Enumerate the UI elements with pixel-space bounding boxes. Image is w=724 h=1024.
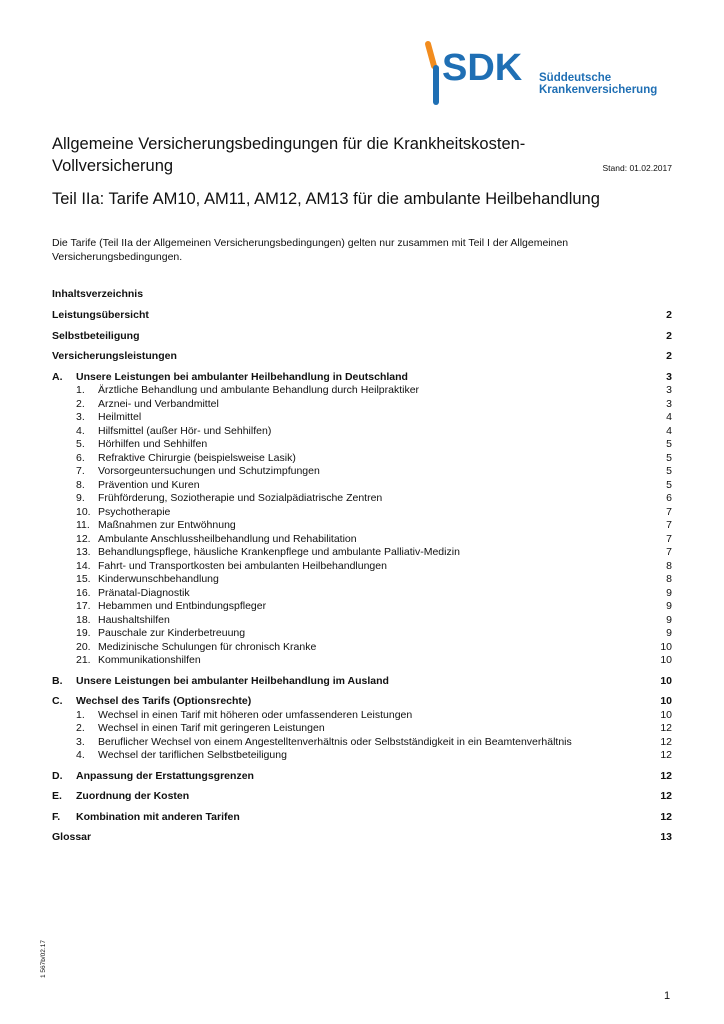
title-line1: Allgemeine Versicherungsbedingungen für die Krankheitskosten- (52, 135, 526, 153)
toc-item-number: 1. (76, 708, 85, 721)
toc-item-page: 7 (666, 519, 672, 531)
toc-section-letter: B. (52, 674, 63, 687)
toc-section-d[interactable] (52, 770, 672, 784)
toc-item-number: 5. (76, 438, 85, 450)
toc-section-b[interactable] (52, 675, 672, 689)
toc-item-page: 8 (666, 573, 672, 585)
toc-section-label: Unsere Leistungen bei ambulanter Heilbehandlung im Ausland (76, 674, 389, 687)
intro-paragraph: Die Tarife (Teil IIa der Allgemeinen Versicherungsbedingungen) gelten nur zusammen mit Teil I der Allgemeinen Versicherungsbedingungen. (52, 237, 569, 263)
toc-section-letter: F. (52, 810, 61, 823)
toc-item[interactable] (52, 546, 672, 560)
toc-item-page: 3 (666, 397, 672, 410)
toc-entry-label: Leistungsübersicht (52, 309, 149, 321)
toc-section-page: 3 (666, 370, 672, 383)
toc-item[interactable] (52, 749, 672, 763)
toc-item-label: Behandlungspflege, häusliche Krankenpflege und ambulante Palliativ-Medizin (98, 546, 460, 558)
toc-item[interactable] (52, 398, 672, 412)
toc-section-letter: C. (52, 695, 63, 707)
toc-item[interactable] (52, 560, 672, 574)
side-code-text: 1 567b/02.17 (40, 940, 47, 978)
toc-item[interactable] (52, 654, 672, 668)
toc-item-page: 9 (666, 586, 672, 599)
toc-item-label: Hilfsmittel (außer Hör- und Sehhilfen) (98, 424, 272, 437)
toc-item-label: Kommunikationshilfen (98, 654, 201, 666)
toc-item[interactable] (52, 519, 672, 533)
toc-item-number: 1. (76, 384, 85, 396)
toc-item-label: Psychotherapie (98, 505, 171, 518)
logo-company-line2: Krankenversicherung (539, 84, 658, 96)
toc-item-label: Vorsorgeuntersuchungen und Schutzimpfungen (98, 465, 320, 477)
toc-item[interactable] (52, 600, 672, 614)
toc-item[interactable] (52, 573, 672, 587)
toc-item-label: Ärztliche Behandlung und ambulante Behandlung durch Heilpraktiker (98, 384, 420, 396)
toc-item-page: 10 (660, 708, 672, 721)
toc-item-page: 4 (666, 424, 672, 437)
toc-item[interactable] (52, 492, 672, 506)
toc-item-label: Kinderwunschbehandlung (98, 573, 219, 585)
toc-item-page: 9 (666, 627, 672, 639)
toc-item-page: 7 (666, 505, 672, 518)
logo-company-line1: Süddeutsche (539, 72, 612, 84)
toc-item-number: 21. (76, 654, 91, 666)
sdk-logo-mark (418, 40, 538, 106)
toc-section-page: 12 (660, 790, 672, 802)
toc-item-number: 13. (76, 546, 91, 558)
toc-item-number: 19. (76, 627, 91, 639)
toc-item-number: 14. (76, 559, 91, 572)
toc-item-label: Wechsel in einen Tarif mit geringeren Leistungen (98, 722, 325, 734)
toc-item-number: 7. (76, 465, 85, 477)
toc-entry-leistungsuebersicht[interactable] (52, 309, 672, 323)
title-line2: Vollversicherung (52, 157, 174, 175)
toc-section-a-items (52, 384, 672, 668)
toc-item-number: 9. (76, 492, 85, 504)
toc-item-label: Fahrt- und Transportkosten bei ambulanten Heilbehandlungen (98, 559, 387, 572)
toc-item-label: Wechsel in einen Tarif mit höheren oder umfassenderen Leistungen (98, 708, 413, 721)
toc-section-page: 10 (660, 695, 672, 707)
toc-item-page: 8 (666, 559, 672, 572)
toc-item[interactable] (52, 479, 672, 493)
toc-item[interactable] (52, 425, 672, 439)
toc-item[interactable] (52, 438, 672, 452)
toc-item-page: 3 (666, 384, 672, 396)
toc-item-label: Prävention und Kuren (98, 478, 200, 491)
toc-item-page: 9 (666, 613, 672, 626)
toc-item-page: 5 (666, 438, 672, 450)
toc-item-page: 5 (666, 478, 672, 491)
toc-item-number: 20. (76, 640, 91, 653)
toc-section-label: Anpassung der Erstattungsgrenzen (76, 769, 254, 782)
toc-item[interactable] (52, 465, 672, 479)
toc-item-label: Pränatal-Diagnostik (98, 586, 190, 599)
toc-item-label: Haushaltshilfen (98, 613, 170, 626)
toc-entry-page: 2 (666, 309, 672, 321)
toc-item[interactable] (52, 722, 672, 736)
toc-item[interactable] (52, 641, 672, 655)
toc-entry-versicherungsleistungen[interactable] (52, 350, 672, 364)
toc-item-label: Beruflicher Wechsel von einem Angestelltenverhältnis oder Selbstständigkeit in ein Beamtenverhältnis (98, 735, 572, 748)
toc-item[interactable] (52, 533, 672, 547)
toc-entry-label: Versicherungsleistungen (52, 350, 177, 362)
toc-item-number: 8. (76, 478, 85, 491)
toc-item-page: 7 (666, 546, 672, 558)
toc-section-f[interactable] (52, 811, 672, 825)
toc-item[interactable] (52, 614, 672, 628)
toc-section-label: Wechsel des Tarifs (Optionsrechte) (76, 695, 252, 707)
toc-item-number: 18. (76, 613, 91, 626)
toc-item-page: 5 (666, 451, 672, 464)
toc-item-number: 2. (76, 722, 85, 734)
toc-spacer (52, 763, 672, 770)
toc-item-page: 9 (666, 600, 672, 612)
toc-item-number: 16. (76, 586, 91, 599)
toc-section-page: 12 (660, 810, 672, 823)
toc-section-label: Zuordnung der Kosten (76, 790, 190, 802)
page-number: 1 (664, 990, 671, 1002)
toc-item-number: 4. (76, 749, 85, 761)
toc-item-number: 4. (76, 424, 85, 437)
toc-item-label: Maßnahmen zur Entwöhnung (98, 519, 236, 531)
toc-item-number: 12. (76, 532, 91, 545)
toc-item-page: 4 (666, 411, 672, 423)
toc-item-label: Pauschale zur Kinderbetreuung (98, 627, 246, 639)
toc-section-label: Kombination mit anderen Tarifen (76, 810, 240, 823)
toc-item[interactable] (52, 384, 672, 398)
document-title (52, 133, 672, 177)
toc-item-page: 10 (660, 654, 672, 666)
toc-item-number: 2. (76, 397, 85, 410)
toc-item-number: 15. (76, 573, 91, 585)
toc-item-label: Arznei- und Verbandmittel (98, 397, 219, 410)
toc-item[interactable] (52, 627, 672, 641)
toc-item[interactable] (52, 709, 672, 723)
toc-item-label: Ambulante Anschlussheilbehandlung und Rehabilitation (98, 532, 357, 545)
toc-item-number: 17. (76, 600, 91, 612)
toc-section-label: Unsere Leistungen bei ambulanter Heilbehandlung in Deutschland (76, 370, 408, 383)
toc-entry-selbstbeteiligung[interactable] (52, 330, 672, 344)
toc-entry-page: 2 (666, 329, 672, 342)
toc-item[interactable] (52, 411, 672, 425)
toc-section-letter: D. (52, 769, 63, 782)
toc-section-c-items (52, 709, 672, 763)
toc-item-page: 12 (660, 722, 672, 734)
toc-item-label: Medizinische Schulungen für chronisch Kranke (98, 640, 317, 653)
toc-item[interactable] (52, 506, 672, 520)
document-subtitle: Teil IIa: Tarife AM10, AM11, AM12, AM13 für die ambulante Heilbehandlung (52, 190, 600, 208)
sdk-logo (418, 40, 658, 106)
toc-item-label: Frühförderung, Soziotherapie und Sozialpädiatrische Zentren (98, 492, 383, 504)
toc-section-letter: A. (52, 370, 63, 383)
toc-item-label: Heilmittel (98, 411, 142, 423)
toc-item-number: 6. (76, 451, 85, 464)
toc-item-page: 7 (666, 532, 672, 545)
toc-item-number: 11. (76, 519, 90, 531)
toc-item[interactable] (52, 452, 672, 466)
toc-heading: Inhaltsverzeichnis (52, 288, 144, 300)
side-document-code (40, 940, 70, 978)
toc-item-number: 3. (76, 411, 85, 423)
toc-entry-glossar[interactable] (52, 831, 672, 845)
stand-date: Stand: 01.02.2017 (602, 163, 672, 173)
toc-item-page: 5 (666, 465, 672, 477)
logo-brand-text: SDK (442, 47, 523, 89)
table-of-contents (52, 309, 672, 852)
toc-entry-label: Glossar (52, 831, 92, 843)
toc-item-label: Hebammen und Entbindungspfleger (98, 600, 267, 612)
toc-item-label: Refraktive Chirurgie (beispielsweise Lasik) (98, 451, 296, 464)
toc-entry-page: 13 (660, 831, 672, 843)
toc-section-letter: E. (52, 790, 62, 802)
toc-section-e[interactable] (52, 790, 672, 804)
toc-item[interactable] (52, 587, 672, 601)
toc-item-label: Wechsel der tariflichen Selbstbeteiligung (98, 749, 287, 761)
toc-item-label: Hörhilfen und Sehhilfen (98, 438, 208, 450)
toc-item-page: 12 (660, 749, 672, 761)
toc-spacer (52, 668, 672, 675)
toc-item-page: 6 (666, 492, 672, 504)
toc-section-page: 10 (660, 674, 672, 687)
toc-section-a[interactable] (52, 371, 672, 385)
toc-section-c[interactable] (52, 695, 672, 709)
toc-entry-label: Selbstbeteiligung (52, 329, 140, 342)
toc-item-page: 10 (660, 640, 672, 653)
toc-section-page: 12 (660, 769, 672, 782)
toc-item-number: 3. (76, 735, 85, 748)
toc-item[interactable] (52, 736, 672, 750)
toc-entry-page: 2 (666, 350, 672, 362)
toc-item-number: 10. (76, 505, 91, 518)
toc-item-page: 12 (660, 735, 672, 748)
